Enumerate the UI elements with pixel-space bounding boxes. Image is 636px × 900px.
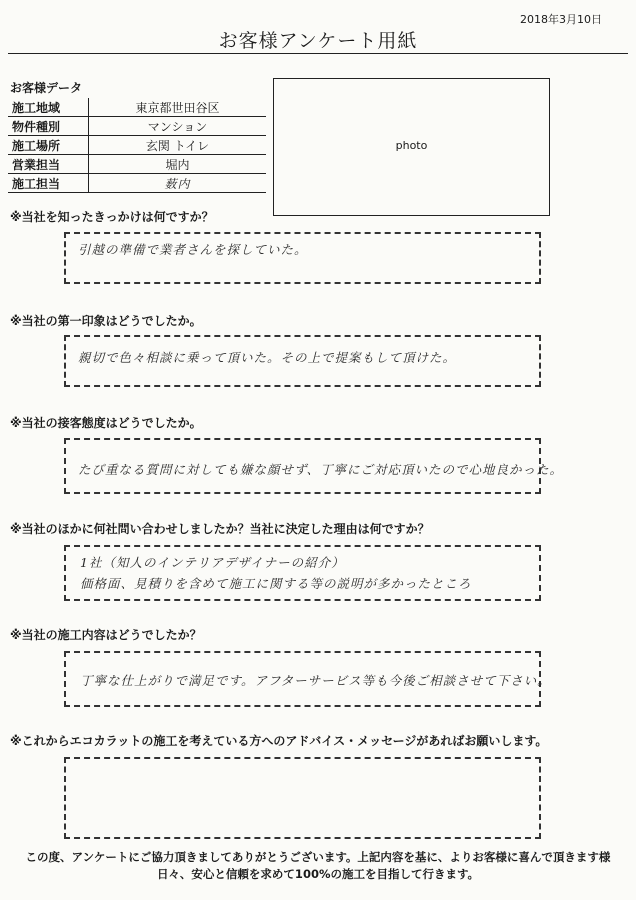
question-2: ※当社の第一印象はどうでしたか。 <box>10 314 202 328</box>
answer-text-1: 引越の準備で業者さんを探していた。 <box>78 242 308 257</box>
answer-text-2: 親切で色々相談に乗って頂いた。その上で提案もして頂けた。 <box>78 350 457 365</box>
customer-info-table <box>8 98 266 193</box>
footer-line-2: 日々、安心と信頼を求めて100%の施工を目指して行きます。 <box>156 867 480 881</box>
info-label: 物件種別 <box>8 117 89 136</box>
question-3: ※当社の接客態度はどうでしたか。 <box>10 416 202 430</box>
answer-box-2 <box>64 335 541 387</box>
question-5: ※当社の施工内容はどうでしたか？ <box>10 628 202 642</box>
info-label: 施工地域 <box>8 98 89 117</box>
answer-box-3 <box>64 438 564 494</box>
photo-label: photo <box>395 139 428 152</box>
info-row-area <box>8 98 266 117</box>
photo-placeholder <box>273 78 550 216</box>
answer-box-4 <box>64 545 541 601</box>
answer-text-3: たび重なる質問に対しても嫌な顔せず、丁寧にご対応頂いたので心地良かった。 <box>78 462 564 477</box>
answer-text-5: 丁寧な仕上がりで満足です。アフターサービス等も今後ご相談させて下さい。 <box>80 673 551 688</box>
customer-data-heading: お客様データ <box>10 81 83 95</box>
answer-text-4b: 価格面、見積りを含めて施工に関する等の説明が多かったところ <box>80 576 472 591</box>
info-row-property <box>8 117 266 136</box>
question-1: ※当社を知ったきっかけは何ですか？ <box>10 210 214 224</box>
info-row-sales <box>8 155 266 174</box>
footer-line-1: この度、アンケートにご協力頂きましてありがとうございます。上記内容を基に、よりお客様に喜んで頂きます様 <box>25 850 611 864</box>
answer-text-4a: 1社（知人のインテリアデザイナーの紹介） <box>80 555 345 570</box>
page-title: お客様アンケート用紙 <box>218 30 418 52</box>
question-4: ※当社のほかに何社問い合わせしましたか？当社に決定した理由は何ですか？ <box>10 522 430 536</box>
info-label: 施工担当 <box>8 174 89 193</box>
answer-box-1 <box>64 232 541 284</box>
info-row-installer <box>8 174 266 193</box>
info-label: 営業担当 <box>8 155 89 174</box>
info-value: 堀内 <box>89 155 267 174</box>
answer-box-6 <box>64 757 541 839</box>
survey-date: 2018年3月10日 <box>520 13 602 26</box>
answer-box-5 <box>64 651 551 707</box>
info-value: 東京都世田谷区 <box>89 98 267 117</box>
question-6: ※これからエコカラットの施工を考えている方へのアドバイス・メッセージがあればお願いします。 <box>10 734 548 748</box>
title-divider <box>8 53 628 54</box>
info-value: 玄関 トイレ <box>89 136 267 155</box>
info-value-handwritten: 薮内 <box>89 174 267 193</box>
info-row-location <box>8 136 266 155</box>
info-value: マンション <box>89 117 267 136</box>
info-label: 施工場所 <box>8 136 89 155</box>
